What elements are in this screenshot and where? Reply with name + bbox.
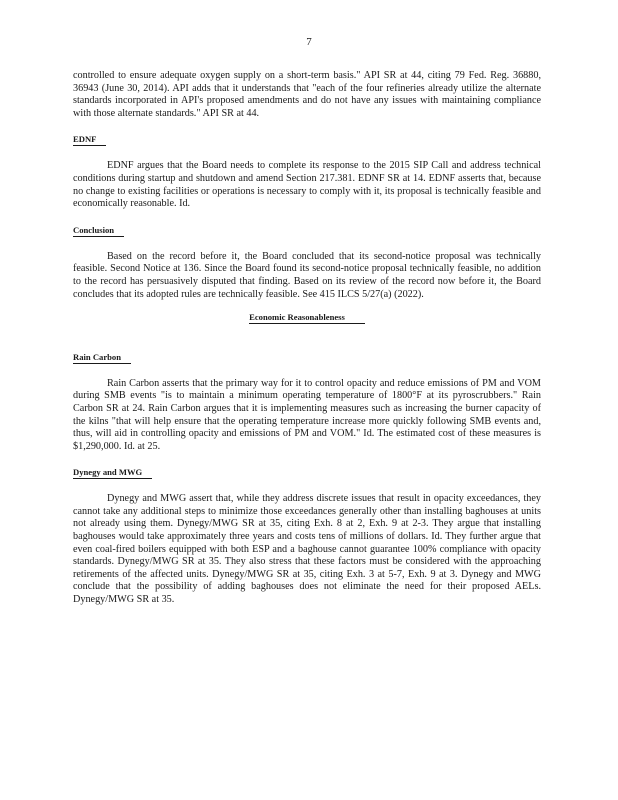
paragraph-ednf: EDNF argues that the Board needs to complete its response to the 2015 SIP Call and address technical conditions during startup and shutdown and amend Section 217.381. EDNF SR at 14. EDNF asserts that, because no change to existing facilities or operations is necessary to comply with it, its proposal is technically feasible and economically reasonable. Id. <box>73 160 541 210</box>
page-number: 7 <box>306 36 312 48</box>
paragraph-conclusion: Based on the record before it, the Board concluded that its second-notice proposal was technically feasible. Second Notice at 136. Since the Board found its second-notice proposal technically feasible, no addition to the record has persuasively disputed that finding. Based on its review of the record now before it, the Board concludes that its adopted rules are technically feasible. See 415 ILCS 5/27(a) (2022). <box>73 250 541 300</box>
intro-paragraph: controlled to ensure adequate oxygen supply on a short-term basis." API SR at 44, citing 79 Fed. Reg. 36880, 36943 (June 30, 2014). API adds that it understands that "each of the four refineries already utilize the alternate standards incorporated in API's proposed amendments and do not have any issues with maintaining compliance with those alternate standards." API SR at 44. <box>73 70 541 119</box>
center-heading-economic: Economic Reasonableness <box>249 312 365 324</box>
section-heading-conclusion: Conclusion <box>73 225 124 237</box>
paragraph-rain-carbon: Rain Carbon asserts that the primary way for it to control opacity and reduce emissions of PM and VOM during SMB events "is to maintain a minimum operating temperature of 1800°F at its pyroscrubbers." Rain Carbon SR at 24. Rain Carbon argues that it is implementing measures such as increasing the burner capacity of the kilns "that will help ensure that the operating temperature increase more quickly following SMB events and, thus, will aid in controlling opacity and emissions of PM and VOM." Id. The estimated cost of these measures is $1,290,000. Id. at 25. <box>73 377 541 452</box>
section-heading-ednf: EDNF <box>73 134 106 146</box>
paragraph-dynegy-mwg: Dynegy and MWG assert that, while they address discrete issues that result in opacity exceedances, they cannot take any additional steps to minimize those exceedances generally other than installing baghouses at units not already using them. Dynegy/MWG SR at 35, citing Exh. 8 at 2, Exh. 9 at 2-3. They argue that installing baghouses would take approximately three years and costs tens of millions of dollars. Id. They further argue that even coal-fired boilers equipped with both ESP and a baghouse cannot guarantee 100% compliance with opacity standards. Dynegy/MWG SR at 35. They also stress that these factors must be considered with the approaching retirements of the affected units. Dynegy/MWG SR at 35, citing Exh. 3 at 5-7, Exh. 9 at 3. Dynegy and MWG conclude that the possibility of adding baghouses does not eliminate the need for their proposed AELs. Dynegy/MWG SR at 35. <box>73 493 541 606</box>
page-body <box>73 70 541 607</box>
section-heading-rain-carbon: Rain Carbon <box>73 352 131 364</box>
section-heading-dynegy-mwg: Dynegy and MWG <box>73 467 152 479</box>
